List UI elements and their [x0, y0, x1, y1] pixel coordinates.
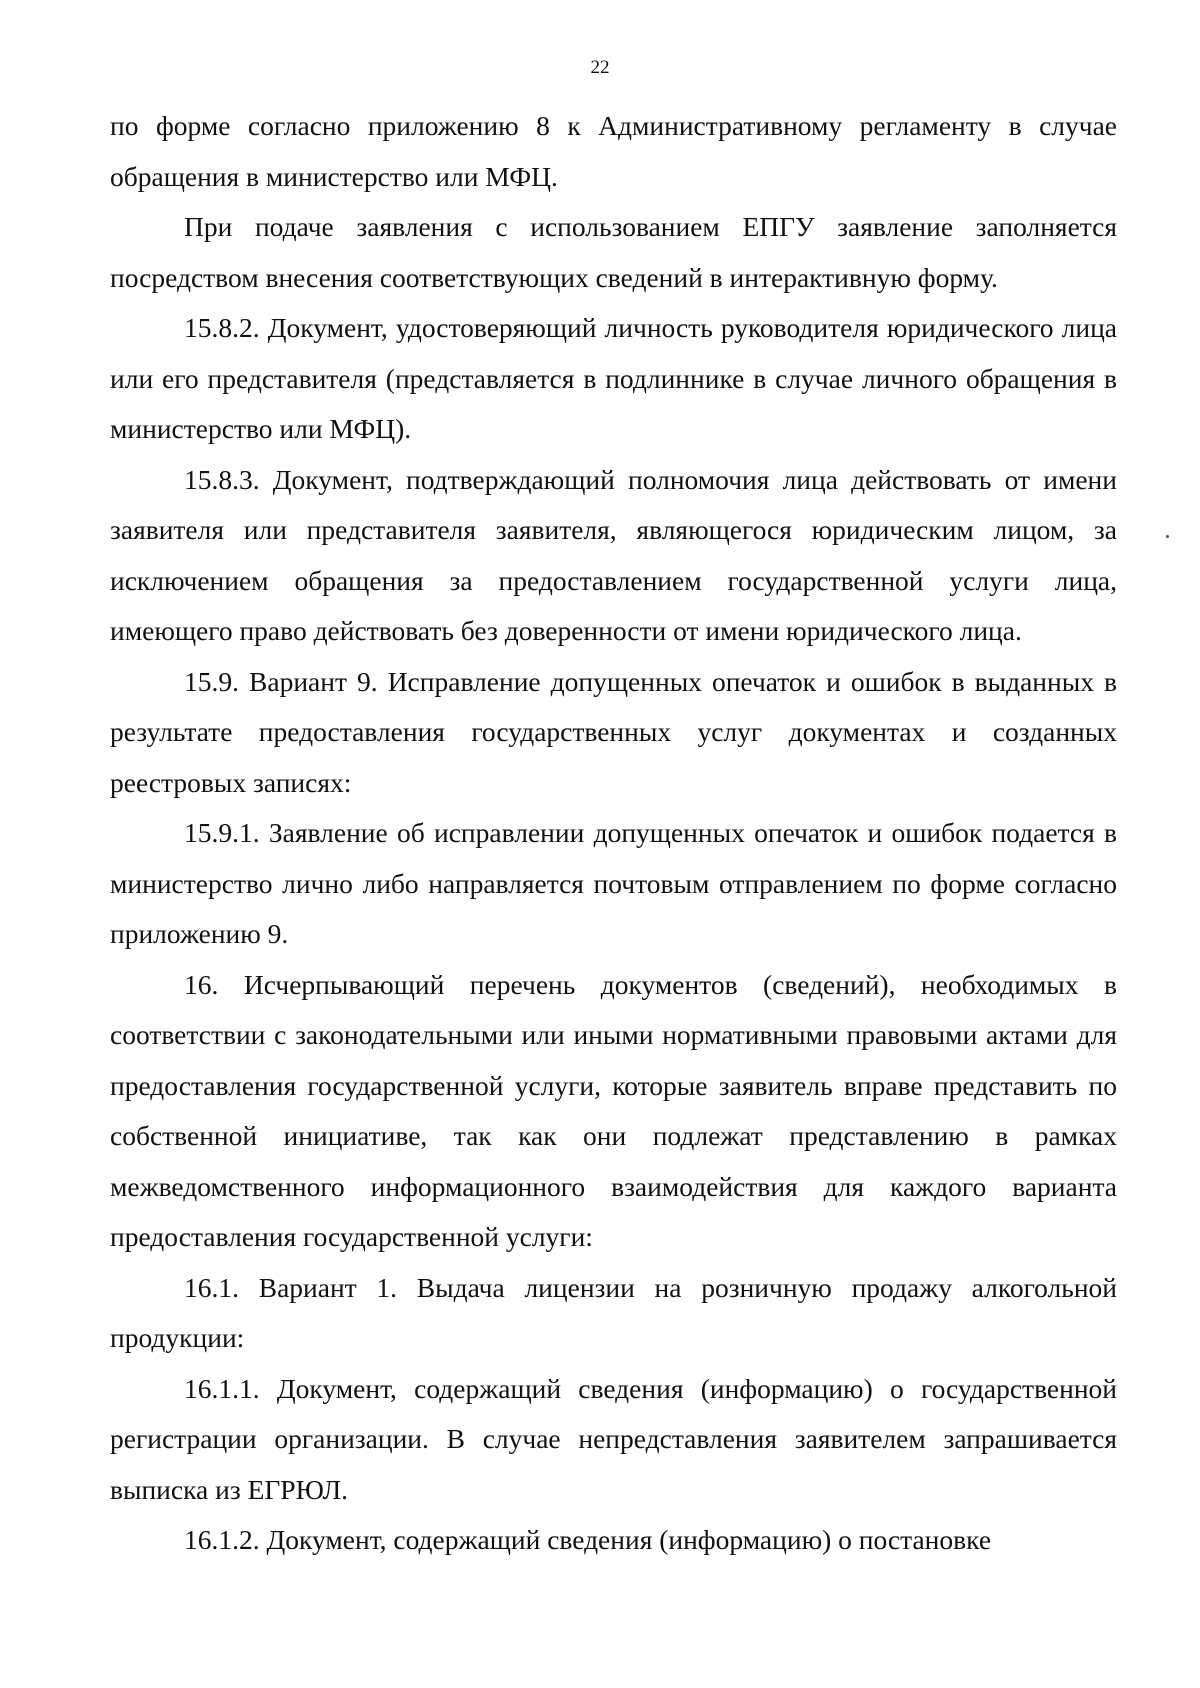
- paragraph-16-1: 16.1. Вариант 1. Выдача лицензии на розничную продажу алкогольной продукции:: [110, 1271, 1117, 1353]
- paragraph-15-9-1: 15.9.1. Заявление об исправлении допущенных опечаток и ошибок подается в министерство лично либо направляется почтовым отправлением по форме согласно приложению 9.: [110, 817, 1117, 949]
- paragraph-15-9: 15.9. Вариант 9. Исправление допущенных опечаток и ошибок в выданных в результате предоставления государственных услуг документах и созданных реестровых записях:: [110, 665, 1117, 798]
- paragraph-15-8-2: 15.8.2. Документ, удостоверяющий личность руководителя юридического лица или его представителя (представляется в подлиннике в случае личного обращения в министерство или МФЦ).: [110, 312, 1117, 444]
- document-body: [110, 101, 1117, 1566]
- paragraph-16: 16. Исчерпывающий перечень документов (сведений), необходимых в соответствии с законодательными или иными нормативными правовыми актами для предоставления государственной услуги, которые заявитель вправе представить по собственной инициативе, так как они подлежат представлению в рамках межведомственного информационного взаимодействия для каждого варианта предоставления государственной услуги:: [110, 968, 1117, 1252]
- paragraph-16-1-2: 16.1.2. Документ, содержащий сведения (информацию) о постановке: [184, 1524, 992, 1555]
- paragraph-epgu-form: При подаче заявления с использованием ЕПГУ заявление заполняется посредством внесения соответствующих сведений в интерактивную форму.: [110, 211, 1117, 293]
- page-number: 22: [590, 57, 610, 78]
- paragraph-16-1-1: 16.1.1. Документ, содержащий сведения (информацию) о государственной регистрации организации. В случае непредставления заявителем запрашивается выписка из ЕГРЮЛ.: [110, 1372, 1117, 1505]
- paragraph-15-8-3: 15.8.3. Документ, подтверждающий полномочия лица действовать от имени заявителя или представителя заявителя, являющегося юридическим лицом, за исключением обращения за предоставлением государственной услуги лица, имеющего право действовать без доверенности от имени юридического лица.: [110, 463, 1117, 646]
- scan-speck: [1166, 535, 1169, 538]
- paragraph-continuation: по форме согласно приложению 8 к Административному регламенту в случае обращения в министерство или МФЦ.: [110, 110, 1117, 192]
